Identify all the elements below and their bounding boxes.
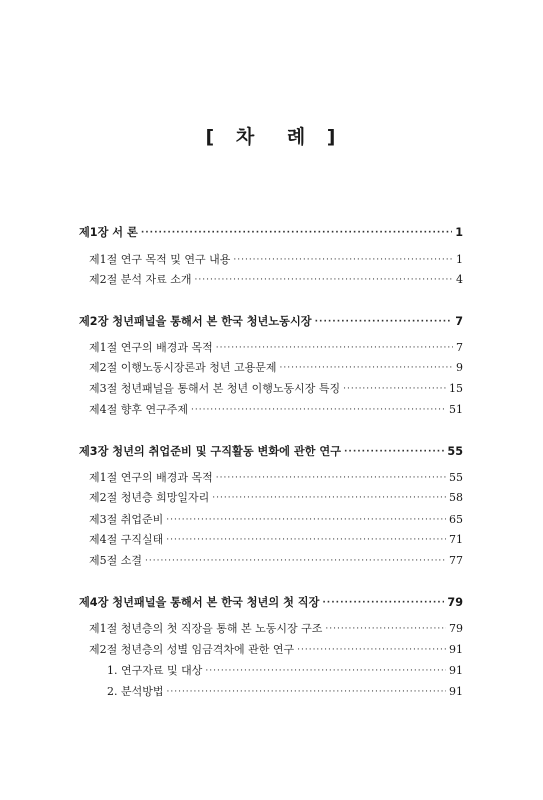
toc-page: 15	[449, 382, 463, 395]
toc-section[interactable]	[79, 552, 463, 568]
toc-leader	[191, 405, 446, 415]
toc-label: 제1절 청년층의 첫 직장을 통해 본 노동시장 구조	[89, 622, 323, 635]
toc-leader	[216, 343, 453, 353]
toc-section[interactable]	[79, 359, 463, 375]
toc-section[interactable]	[79, 511, 463, 527]
toc-section[interactable]	[79, 401, 463, 417]
toc-page: 79	[447, 596, 463, 609]
toc-section[interactable]	[79, 469, 463, 485]
toc-label: 제2절 분석 자료 소개	[89, 273, 192, 286]
toc-label: 1. 연구자료 및 대상	[107, 664, 203, 677]
toc-leader	[297, 645, 446, 655]
toc-chapter-2[interactable]	[79, 313, 463, 329]
title-open-bracket: [	[205, 126, 217, 148]
toc-section[interactable]	[79, 641, 463, 657]
toc-page: 1	[455, 226, 463, 239]
toc-page: 79	[449, 622, 463, 635]
toc-label: 2. 분석방법	[107, 685, 164, 698]
toc-label: 제4절 구직실태	[89, 533, 164, 546]
toc-chapter-3[interactable]	[79, 443, 463, 459]
toc-section[interactable]	[79, 380, 463, 396]
toc-leader	[280, 363, 453, 373]
toc-page: 91	[449, 643, 463, 656]
toc-chapter-1[interactable]	[79, 224, 463, 240]
toc-label: 제2절 청년층 희망일자리	[89, 491, 210, 504]
toc-label: 제4장 청년패널을 통해서 본 한국 청년의 첫 직장	[79, 596, 320, 609]
toc-label: 제1절 연구 목적 및 연구 내용	[89, 253, 231, 266]
toc-label: 제3절 취업준비	[89, 513, 164, 526]
toc-page: 77	[449, 554, 463, 567]
toc-section[interactable]	[79, 531, 463, 547]
toc-page: 7	[456, 341, 463, 354]
toc-leader	[145, 556, 446, 566]
toc-chapter-4[interactable]	[79, 594, 463, 610]
toc-page: 4	[456, 273, 463, 286]
toc-page: 51	[449, 403, 463, 416]
toc-page: 7	[455, 315, 463, 328]
toc-page: 91	[449, 685, 463, 698]
toc-page: 1	[456, 253, 463, 266]
toc-label: 제1절 연구의 배경과 목적	[89, 471, 213, 484]
toc-leader	[216, 473, 446, 483]
toc-label: 제2장 청년패널을 통해서 본 한국 청년노동시장	[79, 315, 312, 328]
toc-label: 제3절 청년패널을 통해서 본 청년 이행노동시장 특징	[89, 382, 341, 395]
toc-section[interactable]	[79, 489, 463, 505]
toc-leader	[325, 624, 446, 634]
toc-page: 55	[447, 445, 463, 458]
toc-label: 제2절 이행노동시장론과 청년 고용문제	[89, 361, 277, 374]
toc-label: 제3장 청년의 취업준비 및 구직활동 변화에 관한 연구	[79, 445, 341, 458]
title-close-bracket: ]	[326, 126, 338, 148]
toc-leader	[233, 255, 453, 265]
toc-section[interactable]	[79, 271, 463, 287]
toc-page: 91	[449, 664, 463, 677]
toc-section[interactable]	[79, 339, 463, 355]
toc-page: 55	[449, 471, 463, 484]
toc-label: 제1장 서 론	[79, 226, 138, 239]
toc-subsection[interactable]	[79, 683, 463, 699]
title-char-1: 차	[235, 126, 257, 148]
title-char-2: 례	[286, 126, 308, 148]
toc-leader	[195, 275, 454, 285]
toc-leader	[166, 515, 446, 525]
toc-leader	[167, 687, 447, 697]
toc-label: 제5절 소결	[89, 554, 142, 567]
toc-label: 제2절 청년층의 성별 임금격차에 관한 연구	[89, 643, 295, 656]
toc-leader	[343, 384, 446, 394]
toc-leader	[212, 493, 446, 503]
toc-label: 제4절 향후 연구주제	[89, 403, 188, 416]
toc-label: 제1절 연구의 배경과 목적	[89, 341, 213, 354]
toc-section[interactable]	[79, 251, 463, 267]
toc-leader	[166, 535, 446, 545]
toc-leader	[315, 317, 453, 327]
toc-leader	[344, 447, 444, 457]
page-title	[0, 122, 543, 149]
toc-page: 9	[456, 361, 463, 374]
toc-leader	[322, 598, 444, 608]
toc-page: 58	[449, 491, 463, 504]
toc-leader	[205, 666, 446, 676]
toc-subsection[interactable]	[79, 662, 463, 678]
toc-page: 65	[449, 513, 463, 526]
toc-page: 71	[449, 533, 463, 546]
toc-section[interactable]	[79, 620, 463, 636]
toc-leader	[141, 228, 452, 238]
